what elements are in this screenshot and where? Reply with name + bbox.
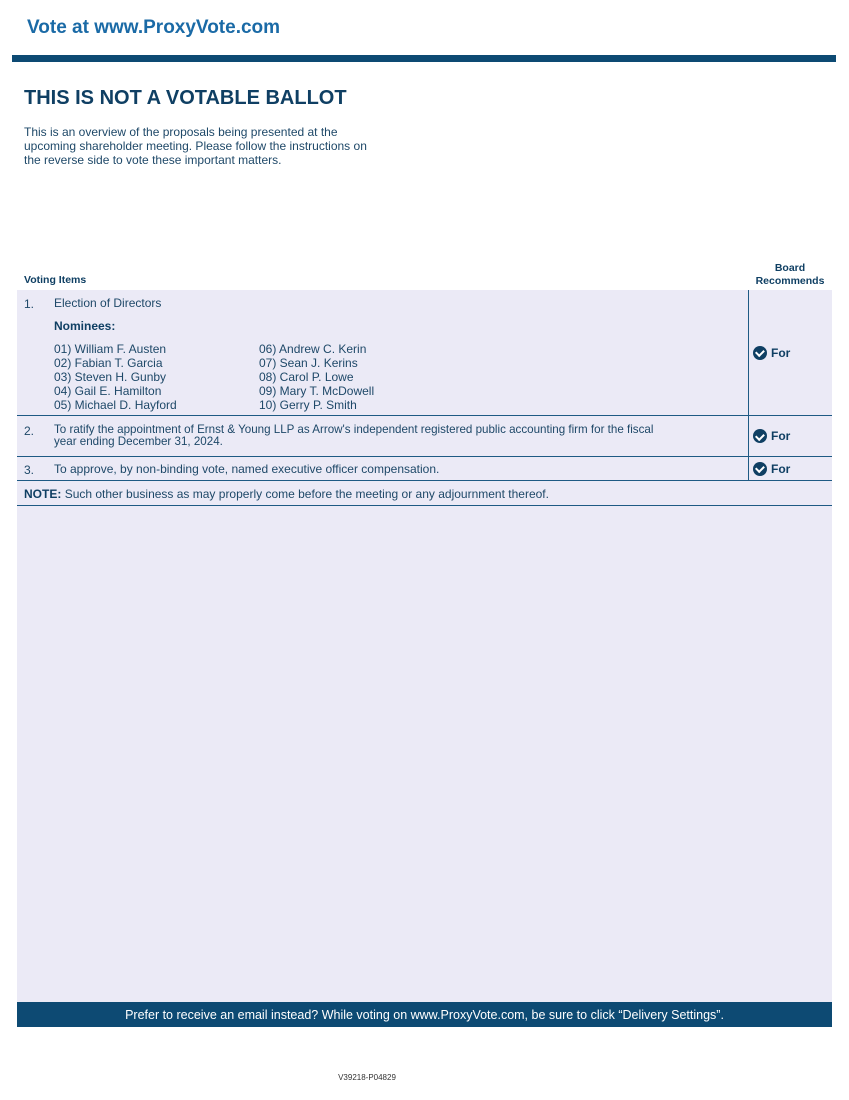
banner-text: Prefer to receive an email instead? While voting on www.ProxyVote.com, be sure to click “Delivery Settings”.	[125, 1007, 724, 1022]
voting-items-table	[17, 290, 832, 506]
recommendation-cell	[748, 416, 831, 456]
document-code: V39218-P04829	[338, 1073, 396, 1082]
item-text: To approve, by non-binding vote, named executive officer compensation.	[54, 462, 440, 476]
recommendation-value: For	[771, 429, 791, 443]
item-cell	[17, 416, 748, 456]
check-circle-icon	[753, 429, 767, 443]
table-row	[17, 457, 832, 481]
item-text: Election of Directors	[54, 296, 162, 310]
check-circle-icon	[753, 462, 767, 476]
recommendation-value: For	[771, 461, 791, 476]
item-text-line-1: To ratify the appointment of Ernst & Young LLP as Arrow's independent registered public accounting firm for the fiscal	[54, 423, 654, 436]
nominees-heading: Nominees:	[54, 319, 116, 333]
item-number: 2.	[24, 424, 35, 438]
recommendation-cell	[748, 290, 831, 415]
note-row	[17, 481, 832, 506]
note-label: NOTE:	[24, 487, 62, 501]
item-number: 3.	[24, 463, 35, 477]
nominee: 06) Andrew C. Kerin	[259, 342, 367, 356]
nominee: 02) Fabian T. Garcia	[54, 356, 163, 370]
item-cell	[17, 457, 748, 480]
board-recommends-label	[749, 262, 831, 288]
nominee: 09) Mary T. McDowell	[259, 384, 375, 398]
item-text-line-2: year ending December 31, 2024.	[54, 435, 223, 448]
nominee-list	[54, 342, 748, 412]
intro-line-1: This is an overview of the proposals being presented at the	[24, 125, 338, 139]
header-rule	[12, 55, 836, 62]
page-title: THIS IS NOT A VOTABLE BALLOT	[24, 87, 347, 109]
intro-line-2: upcoming shareholder meeting. Please follow the instructions on	[24, 139, 367, 153]
nominee-column-1	[54, 342, 259, 412]
board-label-line-2: Recommends	[755, 275, 825, 287]
nominee: 07) Sean J. Kerins	[259, 356, 358, 370]
table-row	[17, 290, 832, 416]
item-number: 1.	[24, 297, 35, 311]
table-row	[17, 416, 832, 457]
nominee: 10) Gerry P. Smith	[259, 398, 357, 412]
intro-line-3: the reverse side to vote these important matters.	[24, 153, 282, 167]
item-text	[54, 424, 748, 448]
note-text: Such other business as may properly come before the meeting or any adjournment thereof.	[64, 487, 549, 501]
nominee: 08) Carol P. Lowe	[259, 370, 354, 384]
nominee: 05) Michael D. Hayford	[54, 398, 177, 412]
nominee-column-2	[259, 342, 464, 412]
voting-items-label: Voting Items	[24, 274, 87, 286]
recommendation-cell	[748, 457, 831, 480]
nominee: 04) Gail E. Hamilton	[54, 384, 162, 398]
intro-text	[24, 125, 424, 167]
proxyvote-link[interactable]: Vote at www.ProxyVote.com	[27, 17, 281, 38]
delivery-settings-banner	[17, 1002, 832, 1027]
board-label-line-1: Board	[774, 262, 806, 274]
nominee: 03) Steven H. Gunby	[54, 370, 167, 384]
check-circle-icon	[753, 346, 767, 360]
recommendation-value: For	[771, 345, 791, 360]
item-cell	[17, 290, 748, 415]
nominee: 01) William F. Austen	[54, 342, 167, 356]
